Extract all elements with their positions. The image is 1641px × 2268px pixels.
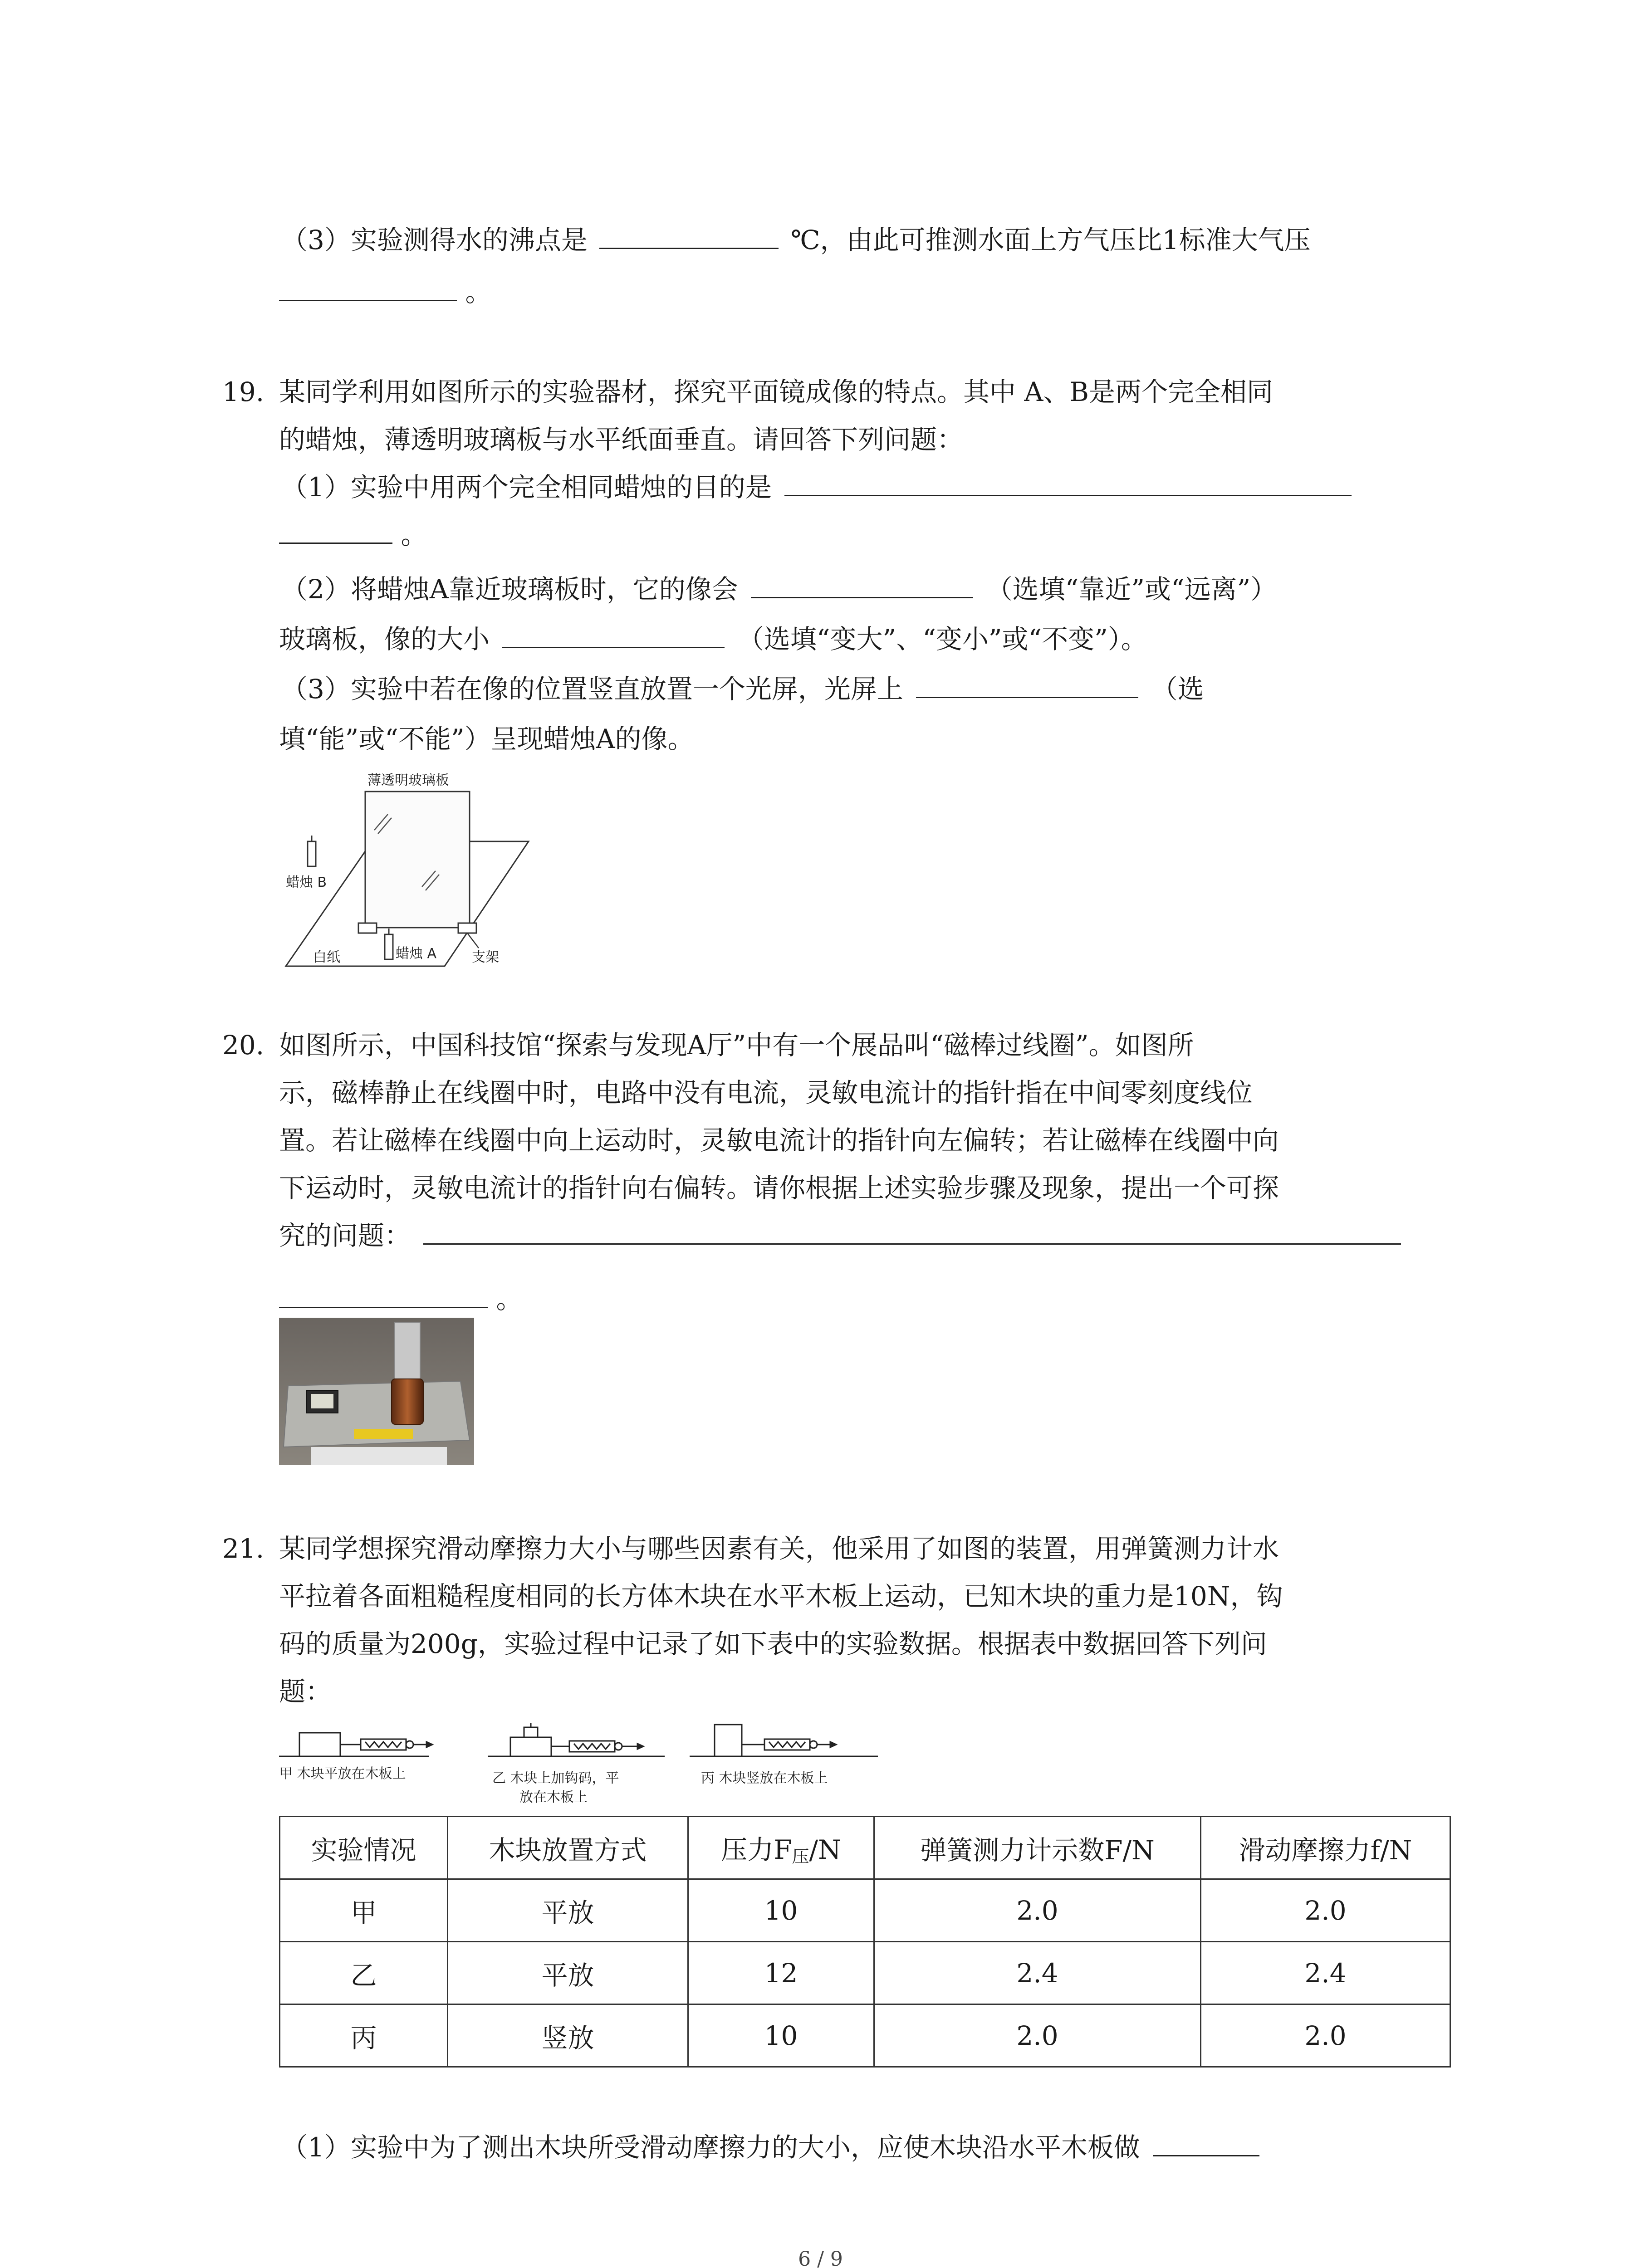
caption-bing: 丙 木块竖放在木板上 [701,1770,828,1786]
q20-blank-1[interactable] [423,1218,1401,1245]
q21-line4: 题： [279,1676,332,1707]
q19-p1-blank-2[interactable] [279,517,392,544]
q20-line5-text: 究的问题： [279,1220,411,1251]
q19-p3-text-b: （选 [1151,674,1204,704]
table-row: 乙 平放 12 2.4 2.4 [280,1942,1450,2004]
q19-p2-line2 [279,621,1147,657]
q21-line2: 平拉着各面粗糙程度相同的长方体木块在水平木板上运动，已知木块的重力是10N，钩 [279,1581,1283,1612]
stand-left [358,923,377,933]
q20-line1: 如图所示，中国科技馆“探索与发现A厅”中有一个展品叫“磁棒过线圈”。如图所 [279,1030,1194,1061]
block-yi [510,1737,551,1756]
friction-apparatus-figure [279,1719,914,1819]
q19-p2-line1 [281,572,1277,607]
header-pressure: 压力$F_压/N$ [688,1817,874,1879]
label-white-paper: 白纸 [313,949,340,965]
q18-p3-line1 [281,222,1311,258]
q21-number: 21. [222,1533,265,1564]
q21-line3: 码的质量为200g，实验过程中记录了如下表中的实验数据。根据表中数据回答下列问 [279,1628,1267,1659]
q18-p3-line2 [279,274,491,310]
mirror-experiment-figure [277,767,531,975]
q20-line3: 置。若让磁棒在线圈中向上运动时，灵敏电流计的指针向左偏转；若让磁棒在线圈中向 [279,1125,1279,1156]
q19-p2-blank-1[interactable] [751,572,973,598]
q18-p3-blank-2[interactable] [279,274,457,301]
label-candle-a: 蜡烛 A [396,946,437,962]
q20-line5 [279,1218,1401,1253]
magnet-bar [395,1322,420,1381]
candle-a [385,934,393,959]
q19-p3-line1 [281,671,1204,707]
q20-line4: 下运动时，灵敏电流计的指针向右偏转。请你根据上述实验步骤及现象，提出一个可探 [279,1173,1279,1203]
q21-line1: 某同学想探究滑动摩擦力大小与哪些因素有关，他采用了如图的装置，用弹簧测力计水 [279,1533,1279,1564]
label-candle-b: 蜡烛 B [286,875,327,890]
caption-yi-1: 乙 木块上加钩码，平 [492,1770,619,1786]
magnet-coil-photo [279,1318,474,1465]
q19-p3-text-a: （3）实验中若在像的位置竖直放置一个光屏，光屏上 [281,674,903,704]
q18-p3-text-a: （3）实验测得水的沸点是 [281,225,588,255]
header-friction: 滑动摩擦力f/N [1201,1817,1450,1879]
q19-p2-blank-2[interactable] [502,621,725,648]
q20-blank-2[interactable] [279,1281,488,1308]
q19-number: 19. [222,376,265,407]
q21-p1-line [281,2130,1259,2165]
stand-right [458,923,476,933]
q19-p1-text: （1）实验中用两个完全相同蜡烛的目的是 [281,472,772,503]
header-spring-reading: 弹簧测力计示数F/N [874,1817,1201,1879]
q18-p3-blank-1[interactable] [599,222,779,249]
caption-jia: 甲 木块平放在木板上 [279,1766,406,1782]
experiment-data-table [279,1816,1451,2068]
block-jia [299,1733,340,1756]
q19-p3-line2: 填“能”或“不能”）呈现蜡烛A的像。 [279,723,694,754]
q20-number: 20. [222,1030,265,1061]
q19-p2-text-b: （选填“靠近”或“远离”） [986,574,1277,605]
q19-p1-end: 。 [401,519,427,550]
q19-p2-text-a: （2）将蜡烛A靠近玻璃板时，它的像会 [281,574,738,605]
coil-icon [392,1379,423,1424]
q18-p3-end: 。 [465,277,492,308]
label-glass-plate: 薄透明玻璃板 [367,772,449,788]
q21-p1-blank[interactable] [1153,2130,1259,2156]
candle-b [308,841,316,866]
table-header-row [280,1817,1450,1879]
q19-p1-line1 [281,469,1352,505]
header-placement: 木块放置方式 [448,1817,688,1879]
header-condition: 实验情况 [280,1817,448,1879]
q19-p2-text-c: 玻璃板，像的大小 [279,624,490,655]
caption-yi-2: 放在木板上 [519,1789,588,1805]
glass-plate [365,792,470,928]
q20-line2: 示，磁棒静止在线圈中时，电路中没有电流，灵敏电流计的指针指在中间零刻度线位 [279,1077,1253,1108]
hook-weight [524,1727,538,1737]
q19-p1-blank-1[interactable] [784,469,1352,496]
q19-p2-text-d: （选填“变大”、“变小”或“不变”）。 [737,624,1147,655]
q20-line6 [279,1281,522,1317]
q20-end: 。 [496,1284,523,1315]
table-row: 甲 平放 10 2.0 2.0 [280,1879,1450,1942]
q19-stem-line1: 某同学利用如图所示的实验器材，探究平面镜成像的特点。其中 A、B是两个完全相同 [279,376,1273,407]
q19-stem-line2: 的蜡烛，薄透明玻璃板与水平纸面垂直。请回答下列问题： [279,424,964,455]
label-stand: 支架 [472,949,499,965]
warning-label [354,1429,413,1439]
q18-p3-text-b: ℃，由此可推测水面上方气压比1标准大气压 [790,225,1311,255]
block-bing [715,1725,742,1756]
q19-p1-line2 [279,517,427,552]
q19-p3-blank[interactable] [916,671,1138,698]
page-number: 6 / 9 [798,2248,843,2268]
q21-p1-text: （1）实验中为了测出木块所受滑动摩擦力的大小，应使木块沿水平木板做 [281,2132,1140,2163]
table-row: 丙 竖放 10 2.0 2.0 [280,2004,1450,2067]
